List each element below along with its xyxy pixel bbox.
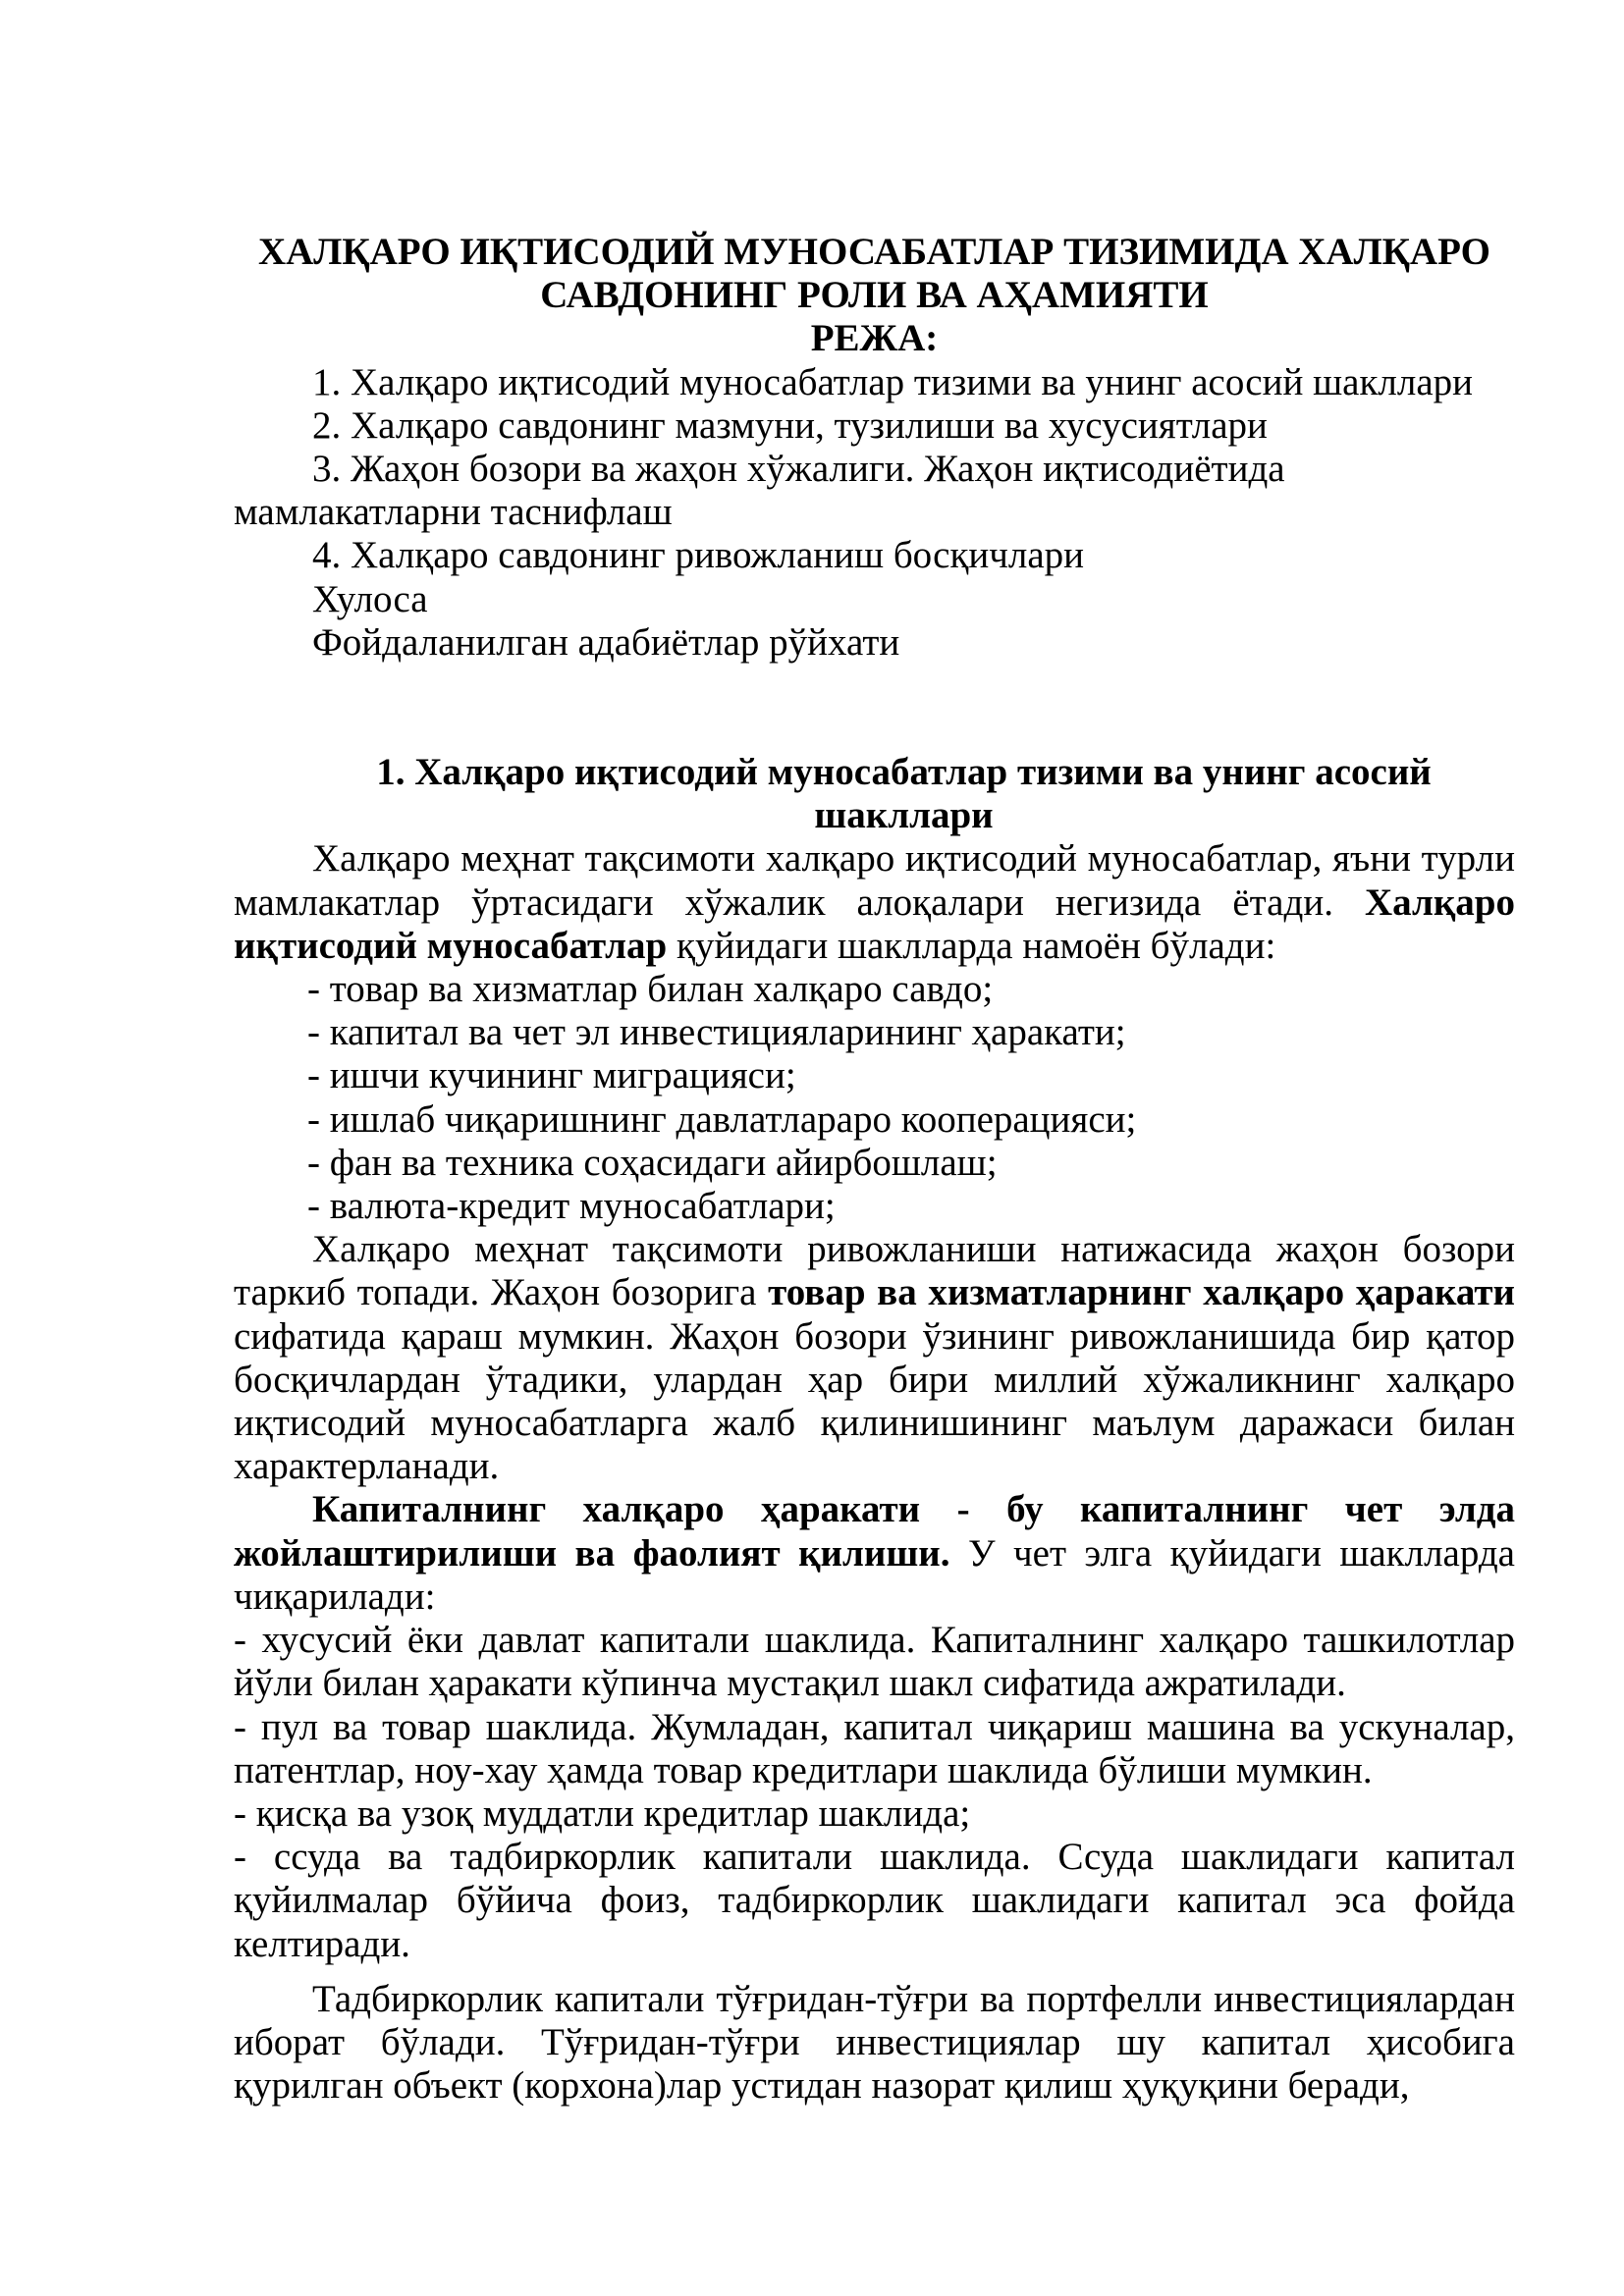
plan-item-continuation: мамлакатларни таснифлаш (234, 491, 673, 534)
paragraph-1-text-end: қуйидаги шаклларда намоён бўлади: (667, 924, 1276, 967)
capital-form-item: - пул ва товар шаклида. Жумладан, капитал чиқариш машина ва ускуналар, патентлар, ноу-хау ҳамда товар кредитлари шаклида бўлиши мумкин. (234, 1705, 1515, 1791)
plan-item-conclusion: Хулоса (312, 577, 428, 620)
section-1-heading: 1. Халқаро иқтисодий муносабатлар тизими ва унинг асосий шакллари (376, 751, 1432, 837)
paragraph-2-bold-term: товар ва хизматларнинг халқаро ҳаракати (768, 1271, 1515, 1314)
form-list-item: - товар ва хизматлар билан халқаро савдо; (307, 968, 994, 1011)
paragraph-1 (234, 837, 1515, 968)
plan-item: 1. Халқаро иқтисодий муносабатлар тизими ва унинг асосий шакллари (312, 360, 1473, 403)
document-title-line-1: ХАЛҚАРО ИҚТИСОДИЙ МУНОСАБАТЛАР ТИЗИМИДА ХАЛҚАРО (257, 231, 1491, 273)
form-list-item: - капитал ва чет эл инвестицияларининг ҳаракати; (307, 1011, 1126, 1054)
paragraph-3 (234, 1488, 1515, 1619)
paragraph-2-text: Халқаро меҳнат тақсимоти ривожланиши натижасида жаҳон бозори таркиб топади. Жаҳон бозорига (234, 1228, 1515, 1314)
document-page (234, 231, 1515, 2108)
plan-item: 2. Халқаро савдонинг мазмуни, тузилиши ва хусусиятлари (312, 403, 1268, 447)
plan-item-references: Фойдаланилган адабиётлар рўйхати (312, 620, 900, 664)
paragraph-spacer (234, 1966, 1515, 1978)
form-list-item: - ишлаб чиқаришнинг давлатлараро кооперацияси; (307, 1097, 1137, 1141)
plan-item: 3. Жаҳон бозори ва жаҳон хўжалиги. Жаҳон иқтисодиётида (312, 448, 1285, 491)
paragraph-1-bold-term: Халқаро иқтисодий муносабатлар (234, 881, 1515, 967)
capital-form-item: - қисқа ва узоқ муддатли кредитлар шаклида; (234, 1791, 971, 1835)
paragraph-2-text-end: сифатида қараш мумкин. Жаҳон бозори ўзининг ривожланишида бир қатор босқичлардан ўтадики, улардан ҳар бири миллий хўжаликнинг халқаро иқтисодий муносабатларга жалб қилинишининг маълум даражаси билан характерланади. (234, 1314, 1515, 1488)
capital-form-item: - хусусий ёки давлат капитали шаклида. Капиталнинг халқаро ташкилотлар йўли билан ҳаракати кўпинча мустақил шакл сифатида ажратилади. (234, 1619, 1515, 1705)
form-list-item: - фан ва техника соҳасидаги айирбошлаш; (307, 1141, 998, 1184)
section-spacer (234, 665, 1515, 751)
document-title-line-2: САВДОНИНГ РОЛИ ВА АҲАМИЯТИ (540, 274, 1209, 317)
paragraph-4: Тадбиркорлик капитали тўғридан-тўғри ва портфелли инвестициялардан иборат бўлади. Тўғридан-тўғри инвестициялар шу капитал ҳисобига қурилган объект (корхона)лар устидан назорат қилиш ҳуқуқини беради, (234, 1977, 1515, 2108)
form-list-item: - валюта-кредит муносабатлари; (307, 1185, 836, 1228)
form-list-item: - ишчи кучининг миграцияси; (307, 1054, 796, 1097)
plan-heading: РЕЖА: (810, 317, 939, 360)
plan-item: 4. Халқаро савдонинг ривожланиш босқичлари (312, 534, 1085, 577)
paragraph-1-text: Халқаро меҳнат тақсимоти халқаро иқтисодий муносабатлар, яъни турли мамлакатлар ўртасидаги хўжалик алоқалари негизида ётади. (234, 837, 1515, 924)
paragraph-3-bold-definition: Капиталнинг халқаро ҳаракати - бу капиталнинг чет элда жойлаштирилиши ва фаолият қилиши. (234, 1488, 1515, 1575)
paragraph-2 (234, 1228, 1515, 1488)
paragraph-3-text-end: У чет элга қуйидаги шаклларда чиқарилади: (234, 1531, 1515, 1618)
capital-form-item: - ссуда ва тадбиркорлик капитали шаклида. Ссуда шаклидаги капитал қуйилмалар бўйича фоиз, тадбиркорлик шаклидаги капитал эса фойда келтиради. (234, 1836, 1515, 1965)
